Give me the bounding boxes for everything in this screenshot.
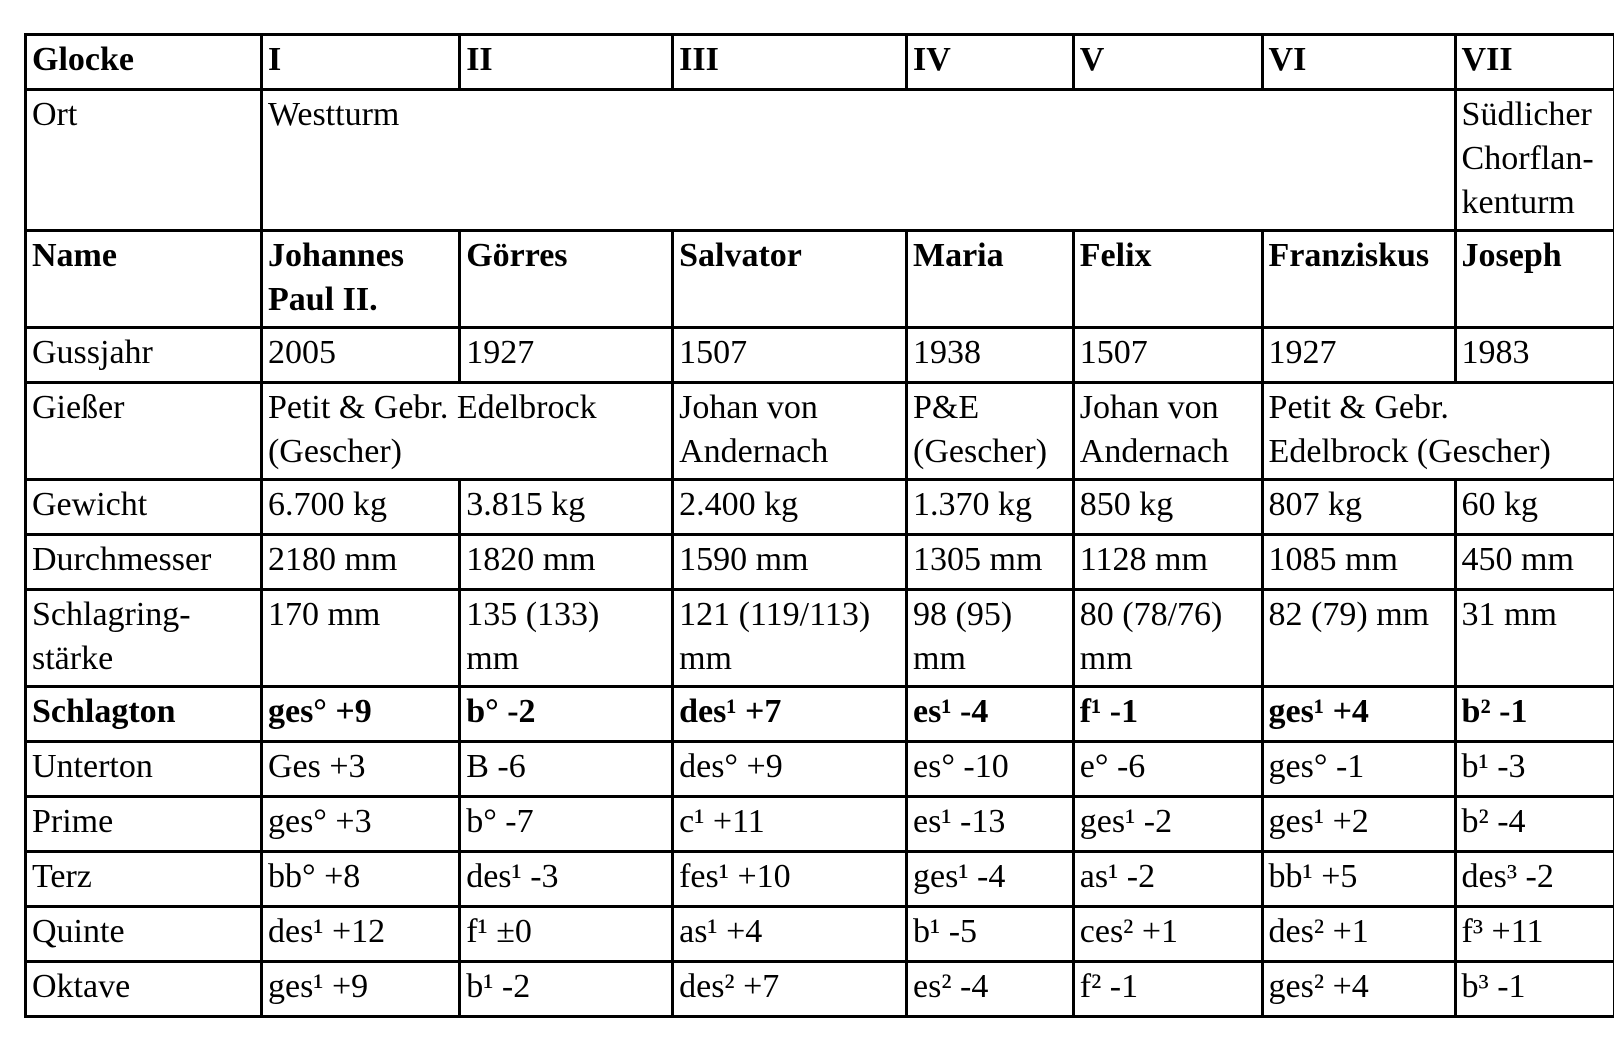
ort-cell-westturm: Westturm (261, 90, 1455, 231)
row-label-ort: Ort (26, 90, 262, 231)
schlagton-cell-7: b² -1 (1455, 687, 1614, 742)
unterton-cell-4: es° -10 (907, 742, 1074, 797)
giesser-cell-1: Petit & Gebr. Edelbrock (Gescher) (261, 383, 672, 480)
glocke-cell-7: VII (1455, 35, 1614, 90)
unterton-cell-5: e° -6 (1073, 742, 1262, 797)
gewicht-cell-1: 6.700 kg (261, 480, 459, 535)
row-label-schlagringstaerke: Schlagring- stärke (26, 590, 262, 687)
durchmesser-cell-5: 1128 mm (1073, 535, 1262, 590)
unterton-cell-3: des° +9 (673, 742, 907, 797)
oktave-cell-7: b³ -1 (1455, 962, 1614, 1017)
table-row-durchmesser (26, 535, 1614, 590)
quinte-cell-7: f³ +11 (1455, 907, 1614, 962)
table-row-quinte (26, 907, 1614, 962)
gussjahr-cell-7: 1983 (1455, 328, 1614, 383)
unterton-cell-6: ges° -1 (1262, 742, 1455, 797)
name-cell-4: Maria (907, 231, 1074, 328)
schlagringstaerke-cell-4: 98 (95) mm (907, 590, 1074, 687)
glocke-cell-2: II (460, 35, 673, 90)
table-row-terz (26, 852, 1614, 907)
row-label-giesser: Gießer (26, 383, 262, 480)
oktave-cell-3: des² +7 (673, 962, 907, 1017)
unterton-cell-1: Ges +3 (261, 742, 459, 797)
row-label-durchmesser: Durchmesser (26, 535, 262, 590)
schlagton-cell-5: f¹ -1 (1073, 687, 1262, 742)
glocke-cell-4: IV (907, 35, 1074, 90)
table-row-glocke (26, 35, 1614, 90)
terz-cell-3: fes¹ +10 (673, 852, 907, 907)
table-row-oktave (26, 962, 1614, 1017)
quinte-cell-6: des² +1 (1262, 907, 1455, 962)
prime-cell-4: es¹ -13 (907, 797, 1074, 852)
terz-cell-1: bb° +8 (261, 852, 459, 907)
giesser-cell-4: Johan von Andernach (1073, 383, 1262, 480)
terz-cell-5: as¹ -2 (1073, 852, 1262, 907)
schlagton-cell-3: des¹ +7 (673, 687, 907, 742)
gewicht-cell-5: 850 kg (1073, 480, 1262, 535)
bell-data-table (24, 33, 1614, 1018)
table-row-ort (26, 90, 1614, 231)
durchmesser-cell-4: 1305 mm (907, 535, 1074, 590)
name-cell-2: Görres (460, 231, 673, 328)
table-row-schlagton (26, 687, 1614, 742)
schlagton-cell-6: ges¹ +4 (1262, 687, 1455, 742)
name-cell-1: Johannes Paul II. (261, 231, 459, 328)
schlagringstaerke-cell-3: 121 (119/113) mm (673, 590, 907, 687)
terz-cell-7: des³ -2 (1455, 852, 1614, 907)
gewicht-cell-6: 807 kg (1262, 480, 1455, 535)
schlagton-cell-2: b° -2 (460, 687, 673, 742)
oktave-cell-6: ges² +4 (1262, 962, 1455, 1017)
name-cell-3: Salvator (673, 231, 907, 328)
row-label-quinte: Quinte (26, 907, 262, 962)
terz-cell-6: bb¹ +5 (1262, 852, 1455, 907)
glocke-cell-5: V (1073, 35, 1262, 90)
oktave-cell-1: ges¹ +9 (261, 962, 459, 1017)
table-row-giesser (26, 383, 1614, 480)
gewicht-cell-4: 1.370 kg (907, 480, 1074, 535)
table-row-unterton (26, 742, 1614, 797)
oktave-cell-5: f² -1 (1073, 962, 1262, 1017)
gussjahr-cell-3: 1507 (673, 328, 907, 383)
table-row-gewicht (26, 480, 1614, 535)
row-label-unterton: Unterton (26, 742, 262, 797)
quinte-cell-3: as¹ +4 (673, 907, 907, 962)
schlagringstaerke-cell-1: 170 mm (261, 590, 459, 687)
name-cell-5: Felix (1073, 231, 1262, 328)
durchmesser-cell-2: 1820 mm (460, 535, 673, 590)
quinte-cell-4: b¹ -5 (907, 907, 1074, 962)
row-label-oktave: Oktave (26, 962, 262, 1017)
schlagton-cell-4: es¹ -4 (907, 687, 1074, 742)
prime-cell-7: b² -4 (1455, 797, 1614, 852)
prime-cell-6: ges¹ +2 (1262, 797, 1455, 852)
row-label-glocke: Glocke (26, 35, 262, 90)
prime-cell-5: ges¹ -2 (1073, 797, 1262, 852)
giesser-cell-5: Petit & Gebr. Edelbrock (Gescher) (1262, 383, 1614, 480)
terz-cell-2: des¹ -3 (460, 852, 673, 907)
gewicht-cell-2: 3.815 kg (460, 480, 673, 535)
row-label-name: Name (26, 231, 262, 328)
terz-cell-4: ges¹ -4 (907, 852, 1074, 907)
prime-cell-2: b° -7 (460, 797, 673, 852)
schlagringstaerke-cell-7: 31 mm (1455, 590, 1614, 687)
oktave-cell-4: es² -4 (907, 962, 1074, 1017)
schlagton-cell-1: ges° +9 (261, 687, 459, 742)
giesser-cell-3: P&E (Gescher) (907, 383, 1074, 480)
table-row-schlagringstaerke (26, 590, 1614, 687)
gussjahr-cell-4: 1938 (907, 328, 1074, 383)
prime-cell-1: ges° +3 (261, 797, 459, 852)
gussjahr-cell-1: 2005 (261, 328, 459, 383)
glocke-cell-1: I (261, 35, 459, 90)
schlagringstaerke-cell-5: 80 (78/76) mm (1073, 590, 1262, 687)
quinte-cell-2: f¹ ±0 (460, 907, 673, 962)
table-row-prime (26, 797, 1614, 852)
schlagringstaerke-cell-2: 135 (133) mm (460, 590, 673, 687)
glocke-cell-3: III (673, 35, 907, 90)
prime-cell-3: c¹ +11 (673, 797, 907, 852)
table-row-gussjahr (26, 328, 1614, 383)
oktave-cell-2: b¹ -2 (460, 962, 673, 1017)
durchmesser-cell-6: 1085 mm (1262, 535, 1455, 590)
unterton-cell-2: B -6 (460, 742, 673, 797)
schlagringstaerke-cell-6: 82 (79) mm (1262, 590, 1455, 687)
row-label-schlagton: Schlagton (26, 687, 262, 742)
gussjahr-cell-6: 1927 (1262, 328, 1455, 383)
gussjahr-cell-2: 1927 (460, 328, 673, 383)
quinte-cell-5: ces² +1 (1073, 907, 1262, 962)
unterton-cell-7: b¹ -3 (1455, 742, 1614, 797)
gewicht-cell-3: 2.400 kg (673, 480, 907, 535)
row-label-terz: Terz (26, 852, 262, 907)
giesser-cell-2: Johan von Andernach (673, 383, 907, 480)
row-label-gussjahr: Gussjahr (26, 328, 262, 383)
glocke-cell-6: VI (1262, 35, 1455, 90)
ort-cell-suedlicher: Südlicher Chorflan- kenturm (1455, 90, 1614, 231)
name-cell-6: Franziskus (1262, 231, 1455, 328)
durchmesser-cell-7: 450 mm (1455, 535, 1614, 590)
quinte-cell-1: des¹ +12 (261, 907, 459, 962)
row-label-prime: Prime (26, 797, 262, 852)
name-cell-7: Joseph (1455, 231, 1614, 328)
gussjahr-cell-5: 1507 (1073, 328, 1262, 383)
durchmesser-cell-1: 2180 mm (261, 535, 459, 590)
row-label-gewicht: Gewicht (26, 480, 262, 535)
durchmesser-cell-3: 1590 mm (673, 535, 907, 590)
gewicht-cell-7: 60 kg (1455, 480, 1614, 535)
table-row-name (26, 231, 1614, 328)
